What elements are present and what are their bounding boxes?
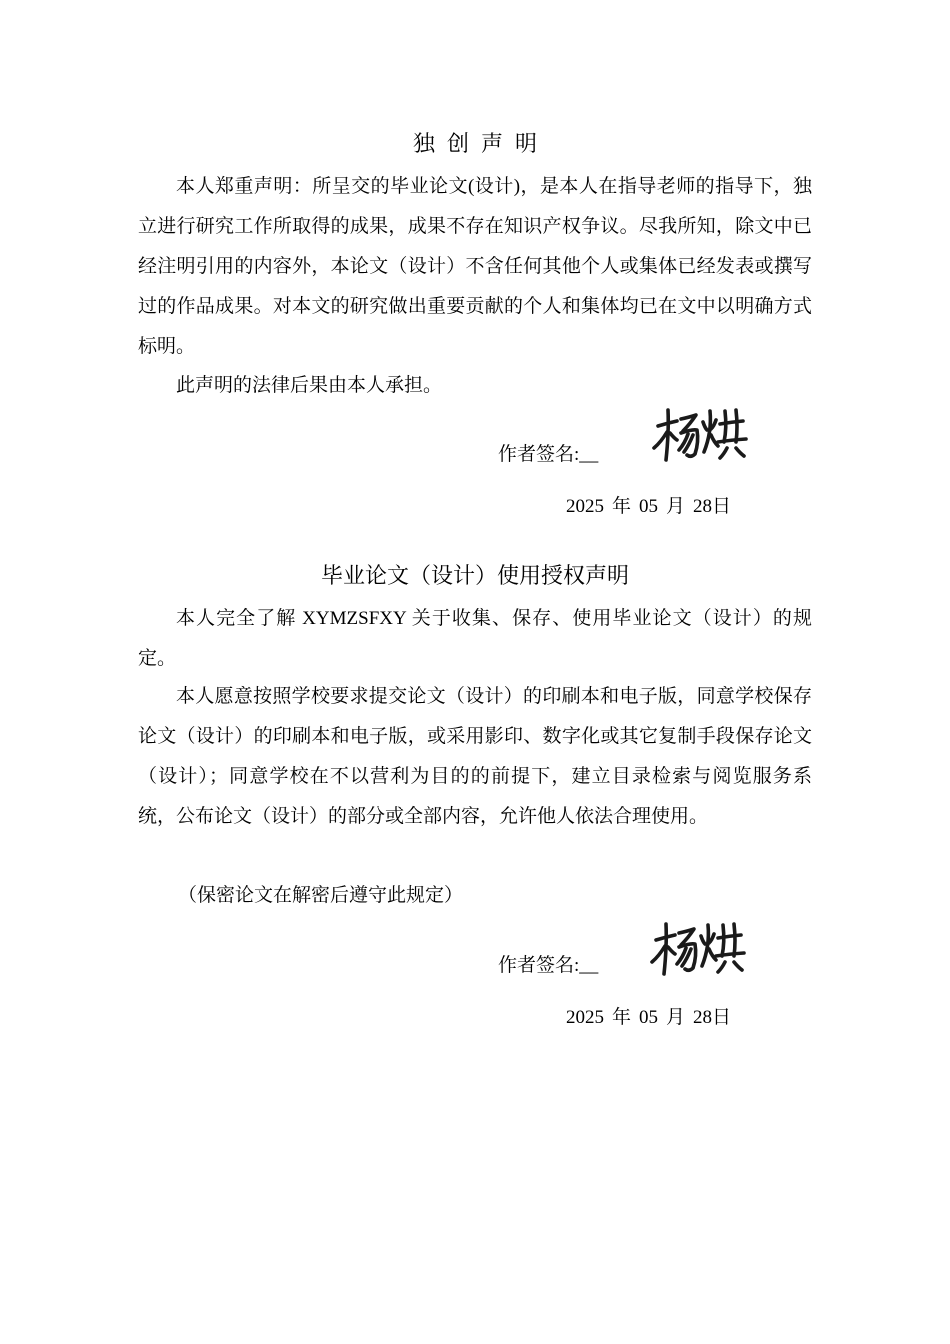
date-year: 2025 bbox=[566, 1007, 604, 1028]
declaration-date-2 bbox=[566, 1003, 739, 1033]
signature-label: 作者签名:__ bbox=[498, 444, 599, 465]
date-month-unit: 月 bbox=[666, 1007, 686, 1028]
date-year-unit: 年 bbox=[612, 1007, 632, 1028]
date-day: 28 bbox=[693, 1007, 713, 1028]
date-month-unit: 月 bbox=[666, 496, 686, 517]
confidential-note: （保密论文在解密后遵守此规定） bbox=[178, 885, 464, 906]
originality-paragraph-2: 此声明的法律后果由本人承担。 bbox=[176, 375, 443, 396]
date-day-unit: 日 bbox=[712, 496, 732, 517]
date-year: 2025 bbox=[566, 496, 604, 517]
date-day-unit: 日 bbox=[712, 1007, 732, 1028]
date-month: 05 bbox=[639, 496, 659, 517]
signature-label: 作者签名:__ bbox=[498, 955, 599, 976]
handwritten-signature-2 bbox=[648, 916, 748, 980]
authorization-paragraph-1: 本人完全了解 XYMZSFXY 关于收集、保存、使用毕业论文（设计）的规定。 bbox=[138, 608, 812, 669]
originality-declaration-title: 独创声明 bbox=[412, 132, 549, 157]
date-day: 28 bbox=[693, 496, 713, 517]
declaration-date-1 bbox=[566, 492, 739, 522]
authorization-paragraph-2: 本人愿意按照学校要求提交论文（设计）的印刷本和电子版，同意学校保存论文（设计）的印刷本和电子版，或采用影印、数字化或其它复制手段保存论文（设计）；同意学校在不以营利为目的的前提下，建立目录检索与阅览服务系统，公布论文（设计）的部分或全部内容，允许他人依法合理使用。 bbox=[138, 686, 812, 827]
author-signature-line-1 bbox=[498, 440, 598, 470]
date-year-unit: 年 bbox=[612, 496, 632, 517]
originality-paragraph-1: 本人郑重声明：所呈交的毕业论文(设计)，是本人在指导老师的指导下，独立进行研究工作所取得的成果，成果不存在知识产权争议。尽我所知，除文中已经注明引用的内容外，本论文（设计）不含任何其他个人或集体已经发表或撰写过的作品成果。对本文的研究做出重要贡献的个人和集体均已在文中以明确方式标明。 bbox=[138, 176, 812, 357]
authorization-declaration-title: 毕业论文（设计）使用授权声明 bbox=[320, 564, 629, 589]
date-month: 05 bbox=[639, 1007, 659, 1028]
author-signature-line-2 bbox=[498, 951, 598, 981]
handwritten-signature-1 bbox=[650, 402, 750, 466]
